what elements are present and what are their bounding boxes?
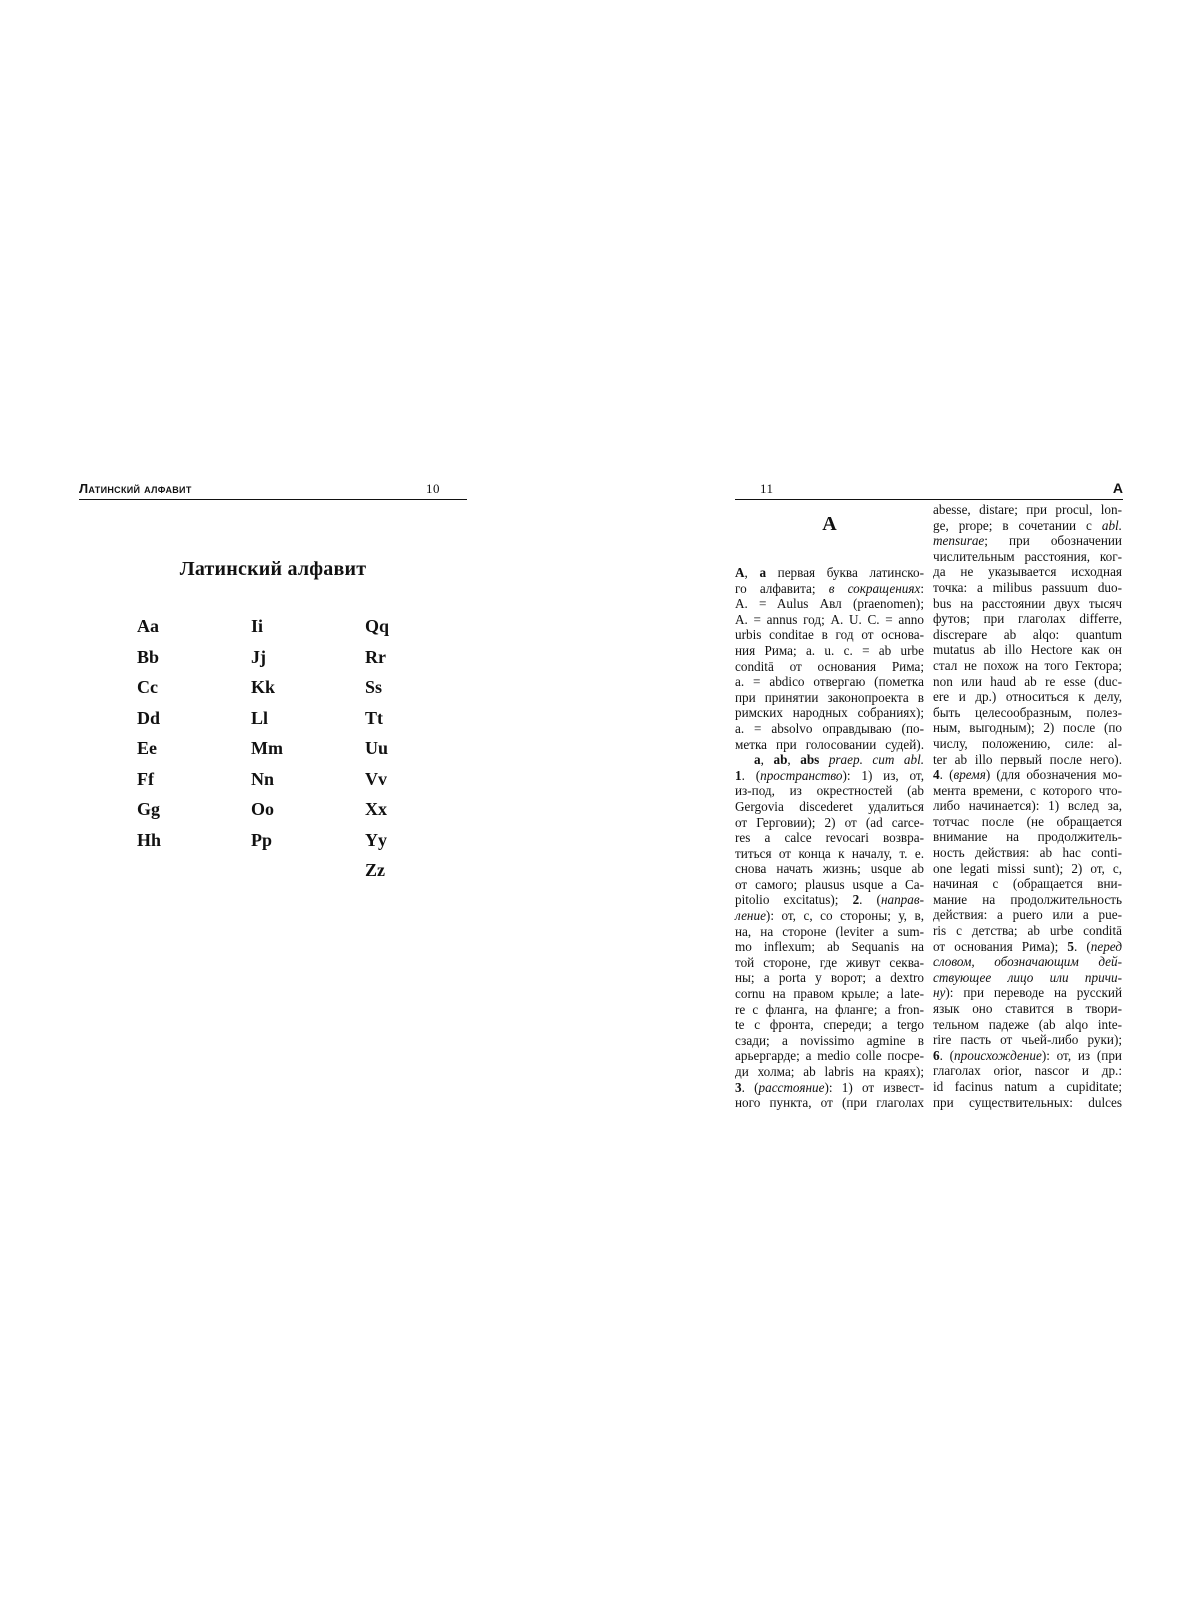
- section-letter: A: [822, 513, 837, 535]
- dictionary-line: re с фланга, на фланге; a fron-: [735, 1001, 924, 1017]
- dictionary-line: снова начать жизнь; usque ab: [735, 861, 924, 877]
- alphabet-letter: Xx: [365, 799, 387, 819]
- dictionary-line: на, на стороне (leviter a sum-: [735, 923, 924, 939]
- dictionary-line: discrepare ab alqo: quantum: [933, 626, 1122, 642]
- alphabet-letter: Gg: [137, 799, 161, 819]
- dictionary-line: ны; a porta у ворот; a dextro: [735, 970, 924, 986]
- alphabet-letter: Mm: [251, 738, 283, 758]
- dictionary-line: non или haud ab re esse (duc-: [933, 673, 1122, 689]
- dictionary-line: ствующее лицо или причи-: [933, 969, 1122, 985]
- dictionary-line: либо начинается): 1) вслед за,: [933, 798, 1122, 814]
- dictionary-line: римских народных собраниях);: [735, 705, 924, 721]
- alphabet-letter: Vv: [365, 768, 387, 789]
- dictionary-line: словом, обозначающим дей-: [933, 954, 1122, 970]
- dictionary-line: mensurae; при обозначении: [933, 533, 1122, 549]
- dictionary-line: го алфавита; в сокращениях:: [735, 580, 924, 596]
- dictionary-line: pitolio excitatus); 2. (направ-: [735, 892, 924, 908]
- dictionary-line: числительным расстояния, ког-: [933, 548, 1122, 564]
- alphabet-letter: Tt: [365, 707, 383, 728]
- dictionary-line: 6. (происхождение): от, из (при: [933, 1047, 1122, 1063]
- dictionary-line: Gergovia discederet удалиться: [735, 798, 924, 814]
- alphabet-letter: Bb: [137, 646, 160, 667]
- dictionary-line: ris с детства; ab urbe conditā: [933, 923, 1122, 939]
- alphabet-letter: Ll: [251, 707, 269, 728]
- dictionary-line: ere и др.) относиться к делу,: [933, 689, 1122, 705]
- dictionary-line: начиная с (обращается вни-: [933, 876, 1122, 892]
- dictionary-column-left: [735, 502, 924, 1111]
- right-page: [735, 480, 1123, 1111]
- alphabet-column-2: [251, 611, 283, 855]
- dictionary-line: ди холма; ab labris на краях);: [735, 1064, 924, 1079]
- alphabet-letter: Uu: [365, 738, 389, 758]
- dictionary-line: ным, выгодным); 2) после (по: [933, 720, 1122, 736]
- alphabet-letter: Yy: [365, 829, 387, 850]
- dictionary-line: ния Рима; a. u. c. = ab urbe: [735, 642, 924, 658]
- page-number-left: 10: [426, 481, 440, 496]
- dictionary-column-right: [933, 502, 1122, 1110]
- dictionary-line: быть целесообразным, полез-: [933, 704, 1122, 720]
- dictionary-line: a. = abdico отвергаю (пометка: [735, 674, 924, 690]
- alphabet-letter: Ff: [137, 768, 154, 789]
- dictionary-line: действия: a puero или a pue-: [933, 907, 1122, 923]
- dictionary-line: bus на расстоянии двух тысяч: [933, 595, 1122, 611]
- alphabet-letter: Jj: [251, 646, 266, 667]
- alphabet-letter: Dd: [137, 707, 161, 728]
- alphabet-letter: Nn: [251, 768, 275, 789]
- dictionary-line: титься от конца к началу, т. е.: [735, 845, 924, 861]
- dictionary-line: ность действия: ab hac conti-: [933, 845, 1122, 861]
- dictionary-line: мание на продолжительность: [933, 891, 1122, 907]
- dictionary-line: ного пункта, от (при глаголах: [735, 1095, 924, 1111]
- alphabet-letter: Ee: [137, 738, 157, 758]
- dictionary-line: a, ab, abs praep. cum abl.: [754, 752, 925, 768]
- dictionary-line: футов; при глаголах differre,: [933, 611, 1122, 627]
- dictionary-line: сзади; a novissimo agmine в: [735, 1032, 924, 1048]
- dictionary-line: a. = absolvo оправдываю (по-: [735, 720, 924, 736]
- dictionary-line: mo inflexum; ab Sequanis на: [735, 939, 924, 955]
- running-head-left: [79, 480, 467, 500]
- alphabet-letter: Rr: [365, 646, 386, 667]
- alphabet-table: [79, 611, 467, 911]
- dictionary-entries-left: [735, 565, 924, 1111]
- dictionary-line: глаголах orior, nascor и др.:: [933, 1063, 1122, 1079]
- dictionary-line: из-под, из окрестностей (ab: [735, 783, 924, 799]
- dictionary-line: ну): при переводе на русский: [933, 985, 1122, 1001]
- alphabet-heading: Латинский алфавит: [179, 558, 367, 580]
- dictionary-line: от самого; plausus usque a Ca-: [735, 876, 924, 892]
- dictionary-line: 1. (пространство): 1) из, от,: [735, 767, 924, 783]
- dictionary-line: от Герговии); 2) от (ad carce-: [735, 814, 924, 830]
- dictionary-line: да не указывается исходная: [933, 564, 1122, 580]
- dictionary-line: при существительных: dulces: [933, 1094, 1122, 1110]
- alphabet-letter: Pp: [251, 829, 273, 850]
- dictionary-line: mutatus ab illo Hectore как он: [933, 642, 1122, 658]
- alphabet-letter: Hh: [137, 829, 162, 850]
- dictionary-entries-right: [933, 502, 1122, 1110]
- dictionary-line: ter ab illo первый после него).: [933, 751, 1122, 767]
- dictionary-line: 4. (время) (для обозначения мо-: [933, 767, 1122, 783]
- dictionary-line: abesse, distare; при procul, lon-: [933, 502, 1122, 517]
- dictionary-line: conditā от основания Рима;: [735, 658, 924, 674]
- alphabet-letter: Aa: [137, 616, 159, 636]
- alphabet-letter: Zz: [365, 860, 385, 880]
- dictionary-line: ge, prope; в сочетании с abl.: [933, 517, 1122, 533]
- alphabet-column-3: [365, 611, 389, 886]
- dictionary-line: мента времени, с которого что-: [933, 782, 1122, 798]
- dictionary-line: тельном падеже (ab alqo inte-: [933, 1016, 1122, 1032]
- alphabet-letter: Kk: [251, 677, 276, 697]
- dictionary-line: той стороне, где живут секва-: [735, 954, 924, 970]
- page-number-right: 11: [760, 481, 774, 496]
- left-page: [79, 480, 467, 911]
- dictionary-line: внимание на продолжитель-: [933, 829, 1122, 845]
- dictionary-line: A. = Aulus Авл (praenomen);: [735, 596, 924, 612]
- dictionary-line: арьергарде; a medio colle посре-: [735, 1048, 924, 1064]
- dictionary-line: id facinus natum a cupiditate;: [933, 1078, 1122, 1094]
- dictionary-line: te с фронта, спереди; a tergo: [735, 1017, 924, 1033]
- alphabet-letter: Cc: [137, 677, 158, 697]
- alphabet-letter: Qq: [365, 616, 390, 636]
- dictionary-line: cornu на правом крыле; a late-: [735, 986, 924, 1002]
- dictionary-line: числу, положению, силе: al-: [933, 735, 1122, 751]
- dictionary-line: ление): от, с, со стороны; у, в,: [735, 908, 924, 924]
- dictionary-line: urbis conditae в год от основа-: [735, 627, 924, 643]
- dictionary-line: от основания Рима); 5. (перед: [933, 938, 1122, 954]
- running-letter: A: [1112, 480, 1123, 496]
- alphabet-column-1: [137, 611, 161, 855]
- dictionary-line: A. = annus год; A. U. C. = anno: [735, 611, 924, 627]
- running-title: Латинский алфавит: [79, 481, 192, 496]
- dictionary-line: при принятии законопроекта в: [735, 689, 924, 705]
- alphabet-letter: Ss: [365, 677, 383, 697]
- dictionary-line: A, a первая буква латинско-: [735, 565, 924, 580]
- running-head-right: [735, 480, 1123, 500]
- alphabet-letter: Ii: [251, 616, 264, 636]
- dictionary-line: стал не похож на того Гектора;: [933, 657, 1122, 673]
- dictionary-line: язык оно ставится в твори-: [933, 1001, 1122, 1016]
- dictionary-line: res a calce revocari возвра-: [735, 830, 924, 846]
- dictionary-line: тотчас после (не обращается: [933, 813, 1122, 829]
- dictionary-line: 3. (расстояние): 1) от извест-: [735, 1079, 924, 1095]
- dictionary-line: точка: a milibus passuum duo-: [933, 579, 1122, 595]
- alphabet-letter: Oo: [251, 799, 275, 819]
- dictionary-line: метка при голосовании судей).: [735, 736, 924, 752]
- dictionary-line: one legati missi sunt); 2) от, с,: [933, 860, 1122, 876]
- dictionary-line: rire пасть от чьей-либо руки);: [933, 1032, 1122, 1048]
